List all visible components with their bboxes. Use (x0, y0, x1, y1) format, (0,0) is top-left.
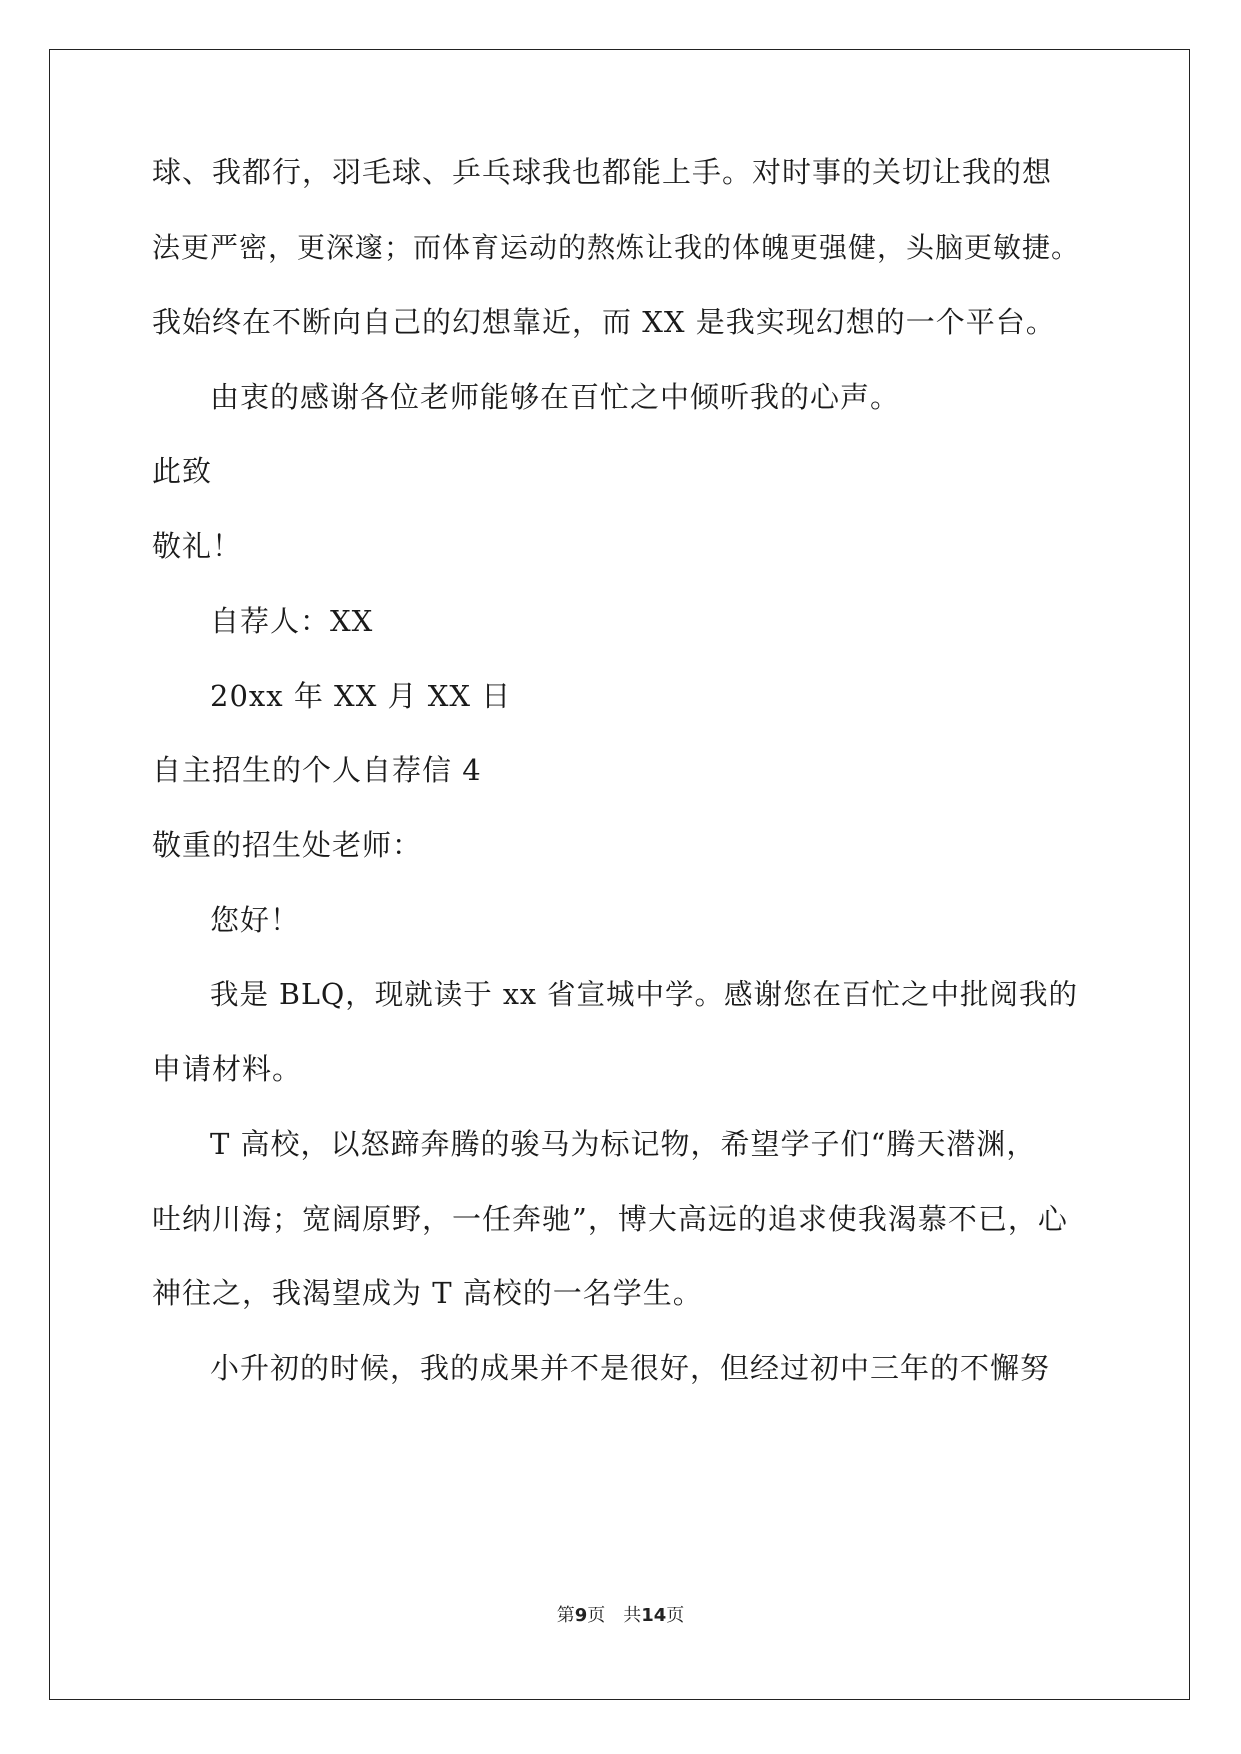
total-page-number: 14 (641, 1605, 667, 1626)
page-prefix: 第 (556, 1605, 575, 1626)
paragraph-line: 吐纳川海；宽阔原野，一任奔驰”，博大高远的追求使我渴慕不已，心 (152, 1202, 1068, 1236)
signature-line: 自荐人：XX (210, 604, 374, 638)
current-page-number: 9 (574, 1605, 588, 1626)
paragraph-line: 我是 BLQ，现就读于 xx 省宣城中学。感谢您在百忙之中批阅我的 (210, 978, 1079, 1011)
closing-salutation: 此致 (152, 454, 213, 488)
paragraph-line: 法更严密，更深邃；而体育运动的熬炼让我的体魄更强健，头脑更敏捷。 (152, 231, 1081, 264)
greeting: 您好！ (210, 903, 301, 937)
paragraph-line: 我始终在不断向自己的幻想靠近，而 XX 是我实现幻想的一个平台。 (152, 305, 1056, 339)
paragraph-line: T 高校，以怒蹄奔腾的骏马为标记物，希望学子们“腾天潜渊， (210, 1127, 1037, 1161)
page-footer (0, 1604, 1241, 1628)
greeting-recipient: 敬重的招生处老师： (152, 828, 423, 862)
paragraph-line: 神往之，我渴望成为 T 高校的一名学生。 (152, 1276, 703, 1310)
closing-regards: 敬礼！ (152, 529, 243, 563)
paragraph-line: 小升初的时候，我的成果并不是很好，但经过初中三年的不懈努 (210, 1351, 1051, 1385)
paragraph-line: 球、我都行，羽毛球、乒乓球我也都能上手。对时事的关切让我的想 (152, 155, 1053, 189)
page-mid: 页 共 (587, 1605, 642, 1626)
paragraph-line: 申请材料。 (152, 1052, 303, 1086)
page-border (49, 49, 1190, 1700)
paragraph-line: 由衷的感谢各位老师能够在百忙之中倾听我的心声。 (210, 380, 901, 414)
section-title: 自主招生的个人自荐信 4 (152, 753, 482, 787)
page-suffix: 页 (666, 1605, 685, 1626)
date-line: 20xx 年 XX 月 XX 日 (210, 679, 512, 713)
